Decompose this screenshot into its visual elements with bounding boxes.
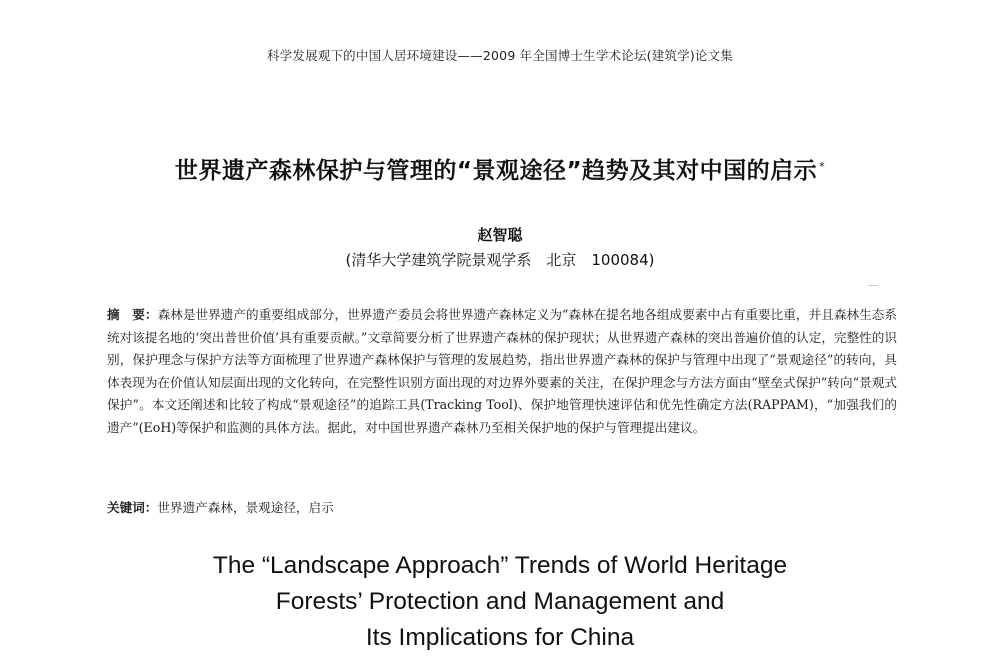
margin-mark: [868, 285, 878, 286]
english-title-line-3: Its Implications for China: [365, 624, 635, 651]
author-affiliation: (清华大学建筑学院景观学系 北京 100084): [345, 251, 655, 269]
paper-title-text: 世界遗产森林保护与管理的“景观途径”趋势及其对中国的启示: [174, 158, 818, 184]
english-title-line-1: The “Landscape Approach” Trends of World Heritage: [212, 552, 788, 579]
keywords-text: 世界遗产森林，景观途径，启示: [157, 500, 334, 515]
abstract: [107, 304, 897, 440]
abstract-label: 摘 要：: [107, 307, 158, 322]
keywords-label: 关键词：: [107, 500, 158, 515]
title-footnote-mark: *: [819, 160, 826, 173]
keywords: [107, 498, 897, 518]
english-title: [0, 548, 1000, 656]
running-header: 科学发展观下的中国人居环境建设——2009 年全国博士生学术论坛(建筑学)论文集: [266, 48, 734, 63]
abstract-text: 森林是世界遗产的重要组成部分，世界遗产委员会将世界遗产森林定义为“森林在提名地各组成要素中占有重要比重，并且森林生态系统对该提名地的‘突出普世价值’具有重要贡献。”文章简要分析了世界遗产森林的保护现状；从世界遗产森林的突出普遍价值的认定，完整性的识别，保护理念与保护方法等方面梳理了世界遗产森林保护与管理的发展趋势，指出世界遗产森林的保护与管理中出现了“景观途径”的转向，具体表现为在价值认知层面出现的文化转向，在完整性识别方面出现的对边界外要素的关注，在保护理念与方法方面由“壁垒式保护”转向“景观式保护”。本文还阐述和比较了构成“景观途径”的追踪工具(Tracking Tool)、保护地管理快速评估和优先性确定方法(RAPPAM)，“加强我们的遗产”(EoH)等保护和监测的具体方法。据此，对中国世界遗产森林乃至相关保护地的保护与管理提出建议。: [107, 307, 897, 435]
paper-title: [0, 152, 1000, 185]
english-title-line-2: Forests’ Protection and Management and: [275, 588, 725, 615]
author-name: 赵智聪: [477, 226, 523, 244]
